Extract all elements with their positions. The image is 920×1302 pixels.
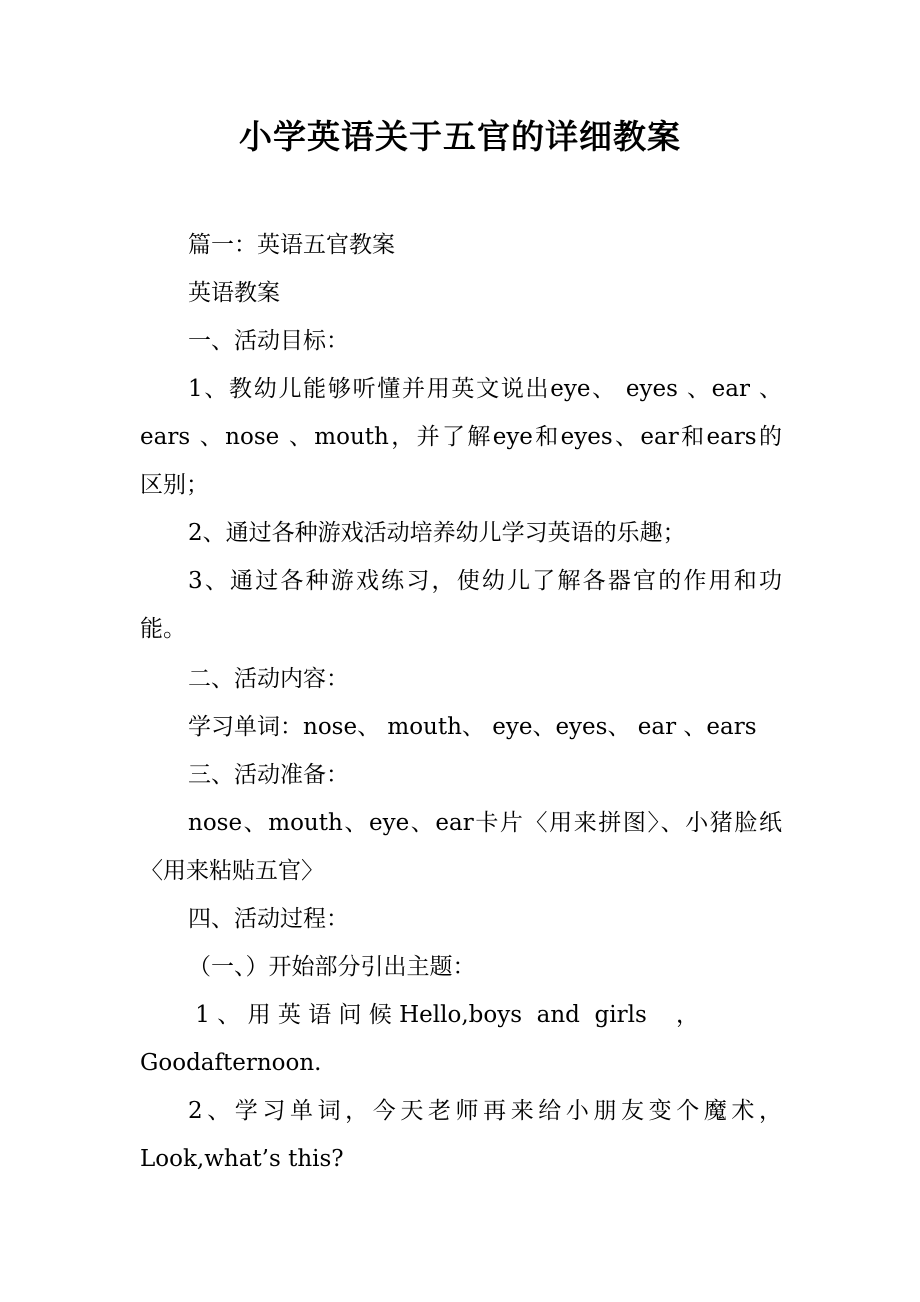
subsection-heading: （一、）开始部分引出主题： xyxy=(188,954,476,980)
document-title: 小学英语关于五官的详细教案 xyxy=(239,117,681,156)
paragraph-line: 2、学习单词，今天老师再来给小朋友变个魔术， xyxy=(188,1098,782,1124)
paragraph-line: 3、通过各种游戏练习，使幼儿了解各器官的作用和功 xyxy=(188,568,782,594)
section-heading: 二、活动内容： xyxy=(188,666,349,692)
paragraph-line: 能。 xyxy=(140,616,186,642)
paragraph-line: 区别； xyxy=(140,472,209,498)
section-heading: 四、活动过程： xyxy=(188,906,349,932)
paragraph-line: nose、mouth、eye、ear卡片〈用来拼图〉、小猪脸纸 xyxy=(188,810,782,836)
paragraph-line: 〈用来粘贴五官〉 xyxy=(140,858,324,884)
paragraph-line: 1 、 用 英 语 问 候 Hello,boys and girls ， xyxy=(188,1002,699,1028)
paragraph-line: 学习单词：nose、 mouth、 eye、eyes、 ear 、ears xyxy=(188,714,757,740)
paragraph-line: 2、通过各种游戏活动培养幼儿学习英语的乐趣； xyxy=(188,520,686,546)
section-heading: 一、活动目标： xyxy=(188,328,349,354)
section-heading: 三、活动准备： xyxy=(188,762,349,788)
section-heading: 篇一：英语五官教案 xyxy=(188,232,395,258)
subheading: 英语教案 xyxy=(188,280,280,306)
paragraph-line: ears 、nose 、mouth，并了解eye和eyes、ear和ears的 xyxy=(140,424,782,450)
paragraph-line: 1、教幼儿能够听懂并用英文说出eye、 eyes 、ear 、 xyxy=(188,376,782,402)
paragraph-line: Look,what’s this? xyxy=(140,1146,344,1172)
paragraph-line: Goodafternoon. xyxy=(140,1050,322,1076)
